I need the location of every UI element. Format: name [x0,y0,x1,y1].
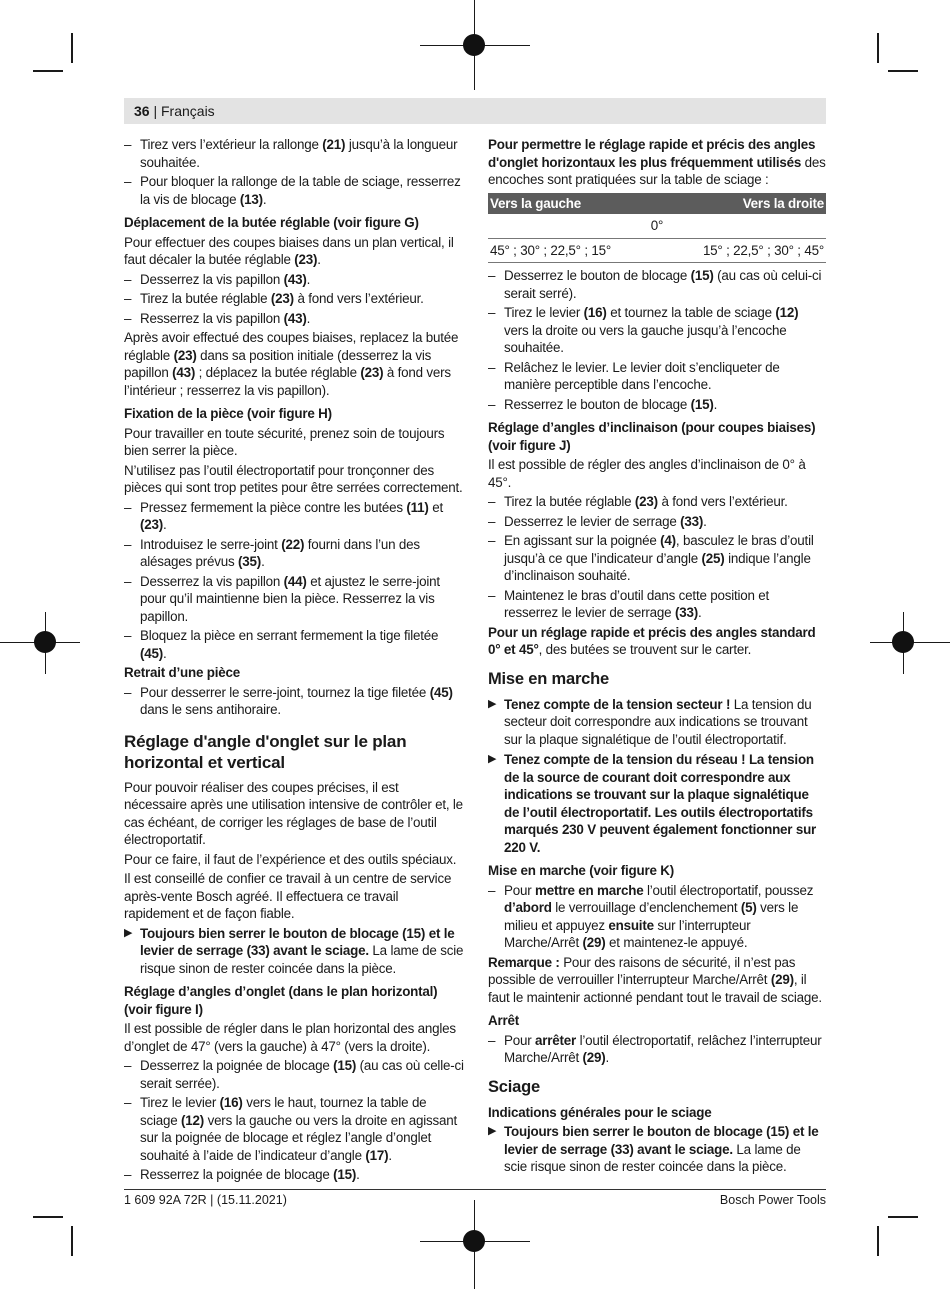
list-item: – Tirez le levier (16) et tournez la table de sciage (12) vers la droite ou vers la gauche jusqu’à l’encoche souhaitée. [488,304,826,357]
registration-dot [34,631,56,653]
bullet-list [488,1032,826,1067]
section-title: Indications générales pour le sciage [488,1104,712,1120]
list-item: – Pour bloquer la rallonge de la table de sciage, resserrez la vis de blocage (13). [124,173,464,208]
crop-mark [33,1216,63,1218]
table-cell-center: 0° [488,214,826,238]
list-item: – En agissant sur la poignée (4), basculez le bras d’outil jusqu’à ce que l’indicateur d’angle (25) indique l’angle d’inclinaison souhaité. [488,532,826,585]
list-item: – Desserrez la vis papillon (43). [124,271,464,289]
list-item: – Resserrez la vis papillon (43). [124,310,464,328]
list-item: – Tirez la butée réglable (23) à fond vers l’extérieur. [488,493,826,511]
crop-mark [71,1226,73,1256]
bullet-list [488,267,826,413]
list-item: – Desserrez la poignée de blocage (15) (au cas où celle-ci serait serrée). [124,1057,464,1092]
warning-item: ▶ Toujours bien serrer le bouton de blocage (15) et le levier de serrage (33) avant le sciage. La lame de scie risque sinon de rester coincée dans la pièce. [488,1123,826,1176]
paragraph: Remarque : Pour des raisons de sécurité, il n’est pas possible de verrouiller l’interrupteur Marche/Arrêt (29), il faut le maintenir actionné pendant tout le travail de sciage. [488,954,822,1005]
list-item: – Desserrez la vis papillon (44) et ajustez le serre-joint pour qu’il maintienne bien la pièce. Resserrez la vis papillon. [124,573,464,626]
warning-item: ▶ Tenez compte de la tension secteur ! La tension du secteur doit correspondre aux indications se trouvant sur la plaque signalétique de l’outil électroportatif. [488,696,826,749]
heading: Réglage d'angle d'onglet sur le plan horizontal et vertical [124,731,407,772]
crop-mark [877,1226,879,1256]
page-header: 36 | Français [124,98,826,124]
section-title: Mise en marche (voir figure K) [488,863,674,878]
list-item: – Pour arrêter l’outil électroportatif, relâchez l’interrupteur Marche/Arrêt (29). [488,1032,826,1067]
paragraph: Il est conseillé de confier ce travail à un centre de service après-vente Bosch agréé. Il effectuera ce travail rapidement et de façon fiable. [124,871,452,921]
bullet-list [124,499,464,663]
list-item: – Pour desserrer le serre-joint, tournez la tige filetée (45) dans le sens antihoraire. [124,684,464,719]
paragraph: Pour pouvoir réaliser des coupes précises, il est nécessaire après une utilisation intensive de contrôler et, le cas échéant, de corriger les réglages de base de l’outil électroportatif. [124,779,463,847]
bullet-list [124,684,464,719]
heading: Mise en marche [488,669,610,688]
paragraph: Pour effectuer des coupes biaises dans un plan vertical, il faut décaler la butée réglable (23). [124,234,454,267]
crop-mark [877,33,879,63]
paragraph: Pour permettre le réglage rapide et précis des angles d'onglet horizontaux les plus fréquemment utilisés des encoches sont pratiquées sur la table de sciage : [488,137,826,187]
list-item: – Bloquez la pièce en serrant fermement la tige filetée (45). [124,627,464,662]
warning-item: ▶ Tenez compte de la tension du réseau ! La tension de la source de courant doit correspondre aux indications se trouvant sur la plaque signalétique de l’outil électroportatif. Les outils électroportatifs marqués 230 V peuvent également fonctionner sur 220 V. [488,751,826,856]
list-item: – Tirez la butée réglable (23) à fond vers l’extérieur. [124,290,464,308]
list-item: – Resserrez le bouton de blocage (15). [488,396,826,414]
section-title: Réglage d’angles d’inclinaison (pour coupes biaises) (voir figure J) [488,420,816,453]
warning-item: ▶ Toujours bien serrer le bouton de blocage (15) et le levier de serrage (33) avant le sciage. La lame de scie risque sinon de rester coincée dans la pièce. [124,925,464,978]
list-item: – Tirez vers l’extérieur la rallonge (21) jusqu’à la longueur souhaitée. [124,136,464,171]
angle-table [488,193,826,264]
table-cell-left: 45° ; 30° ; 22,5° ; 15° [488,238,657,263]
page-language: Français [161,103,215,119]
list-item: – Pressez fermement la pièce contre les butées (11) et (23). [124,499,464,534]
left-column [124,136,464,1186]
page-footer [124,1189,826,1207]
paragraph: Il est possible de régler dans le plan horizontal des angles d’onglet de 47° (vers la gauche) à 47° (vers la droite). [124,1021,456,1054]
list-item: – Resserrez la poignée de blocage (15). [124,1166,464,1184]
paragraph: Il est possible de régler des angles d’inclinaison de 0° à 45°. [488,457,806,490]
paragraph: Pour un réglage rapide et précis des angles standard 0° et 45°, des butées se trouvent sur le carter. [488,624,816,657]
bullet-list [124,271,464,328]
section-title: Fixation de la pièce (voir figure H) [124,406,332,421]
list-item: – Pour mettre en marche l’outil électroportatif, poussez d’abord le verrouillage d’enclenchement (5) vers le milieu et appuyez ensuite sur l’interrupteur Marche/Arrêt (29) et maintenez-le appuyé. [488,882,826,952]
paragraph: Pour ce faire, il faut de l’expérience et des outils spéciaux. [124,851,457,867]
footer-doc-id: 1 609 92A 72R | (15.11.2021) [124,1193,287,1207]
paragraph: N’utilisez pas l’outil électroportatif pour tronçonner des pièces qui sont trop petites pour être serrées correctement. [124,462,463,495]
crop-mark [71,33,73,63]
table-header-right: Vers la droite [657,193,826,215]
bullet-list [124,1057,464,1184]
list-item: – Relâchez le levier. Le levier doit s’encliqueter de manière perceptible dans l’encoche. [488,359,826,394]
table-header-left: Vers la gauche [488,193,657,215]
section-title: Réglage d’angles d’onglet (dans le plan horizontal) (voir figure I) [124,984,438,1017]
section-title: Arrêt [488,1013,519,1028]
section-title: Retrait d’une pièce [124,665,241,680]
list-item: – Introduisez le serre-joint (22) fourni dans l’un des alésages prévus (35). [124,536,464,571]
crop-mark [888,70,918,72]
footer-brand: Bosch Power Tools [719,1193,826,1207]
heading: Sciage [488,1077,540,1096]
bullet-list [488,882,826,952]
bullet-list [488,493,826,622]
list-item: – Desserrez le levier de serrage (33). [488,513,826,531]
table-cell-right: 15° ; 22,5° ; 30° ; 45° [657,238,826,263]
page-number: 36 [134,103,150,119]
right-column [488,136,826,1179]
section-title: Déplacement de la butée réglable (voir figure G) [124,215,419,230]
paragraph: Pour travailler en toute sécurité, prenez soin de toujours bien serrer la pièce. [124,425,445,458]
registration-dot [463,34,485,56]
bullet-list [124,136,464,208]
list-item: – Desserrez le bouton de blocage (15) (au cas où celui-ci serait serré). [488,267,826,302]
crop-mark [33,70,63,72]
crop-mark [888,1216,918,1218]
list-item: – Maintenez le bras d’outil dans cette position et resserrez le levier de serrage (33). [488,587,826,622]
paragraph: Après avoir effectué des coupes biaises, replacez la butée réglable (23) dans sa position initiale (desserrez la vis papillon (43) ; déplacez la butée réglable (23) à fond vers l’intérieur ; resserrez la vis papillon). [124,330,459,398]
registration-dot [892,631,914,653]
list-item: – Tirez le levier (16) vers le haut, tournez la table de sciage (12) vers la gauche ou vers la droite en agissant sur la poignée de blocage et réglez l’angle d’onglet souhaité à l’aide de l’indicateur d’angle (17). [124,1094,464,1164]
registration-dot [463,1230,485,1252]
